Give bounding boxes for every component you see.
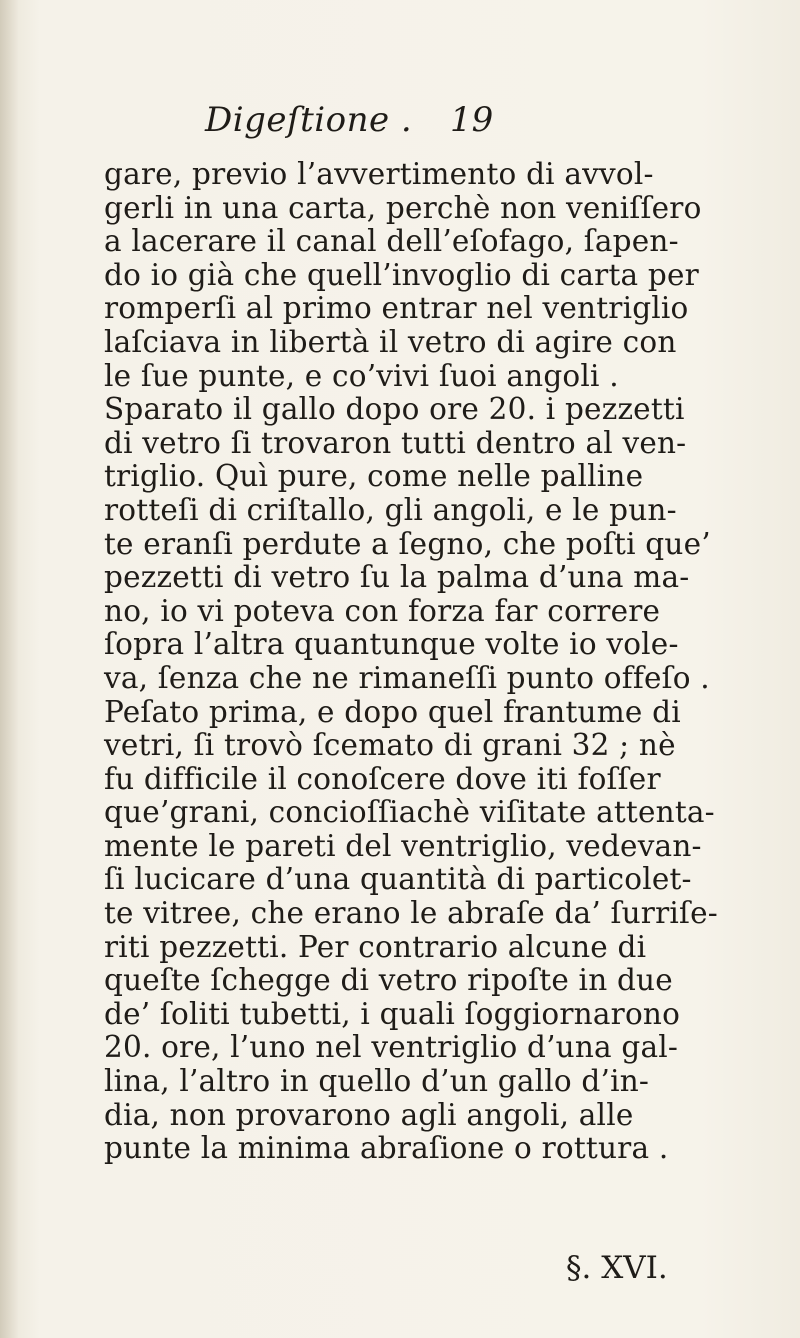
- text-line: di vetro ſi trovaron tutti dentro al ven-: [104, 425, 687, 460]
- text-line: punte la minima abraſione o rottura .: [104, 1131, 669, 1166]
- text-line: fu difficile il conoſcere dove iti foſſer: [104, 761, 661, 796]
- text-line: dia, non provarono agli angoli, alle: [104, 1097, 634, 1132]
- running-title: Digeſtione .: [205, 100, 413, 140]
- text-line: mente le pareti del ventriglio, vedevan-: [104, 828, 702, 863]
- text-line: ſopra l’altra quantunque volte io vole-: [104, 627, 679, 662]
- text-line: vetri, ſi trovò ſcemato di grani 32 ; nè: [104, 728, 676, 763]
- page-edge-shadow: [0, 0, 18, 1338]
- text-line: te eranſi perdute a ſegno, che poſti que’: [104, 526, 711, 561]
- text-line: a lacerare il canal dell’eſofago, ſapen-: [104, 224, 679, 259]
- text-line: do io già che quell’invoglio di carta per: [104, 257, 699, 292]
- next-section-heading: §. XVI.: [566, 1250, 668, 1286]
- text-line: lina, l’altro in quello d’un gallo d’in-: [104, 1064, 650, 1099]
- text-line: va, ſenza che ne rimaneſſi punto offeſo .: [104, 660, 710, 695]
- text-line: riti pezzetti. Per contrario alcune di: [104, 929, 647, 964]
- page-number: 19: [450, 100, 494, 140]
- text-line: no, io vi poteva con forza far correre: [104, 593, 661, 628]
- text-line: Sparato il gallo dopo ore 20. i pezzetti: [104, 392, 685, 427]
- text-line: triglio. Quì pure, come nelle palline: [104, 459, 644, 494]
- text-line: romperſi al primo entrar nel ventriglio: [104, 291, 689, 326]
- body-text: [104, 157, 718, 1166]
- text-line: rotteſi di criſtallo, gli angoli, e le pun-: [104, 492, 677, 527]
- text-line: laſciava in libertà il vetro di agire con: [104, 324, 677, 359]
- page-header: [205, 100, 655, 156]
- text-line: le ſue punte, e co’vivi ſuoi angoli .: [104, 358, 619, 393]
- text-line: pezzetti di vetro ſu la palma d’una ma-: [104, 560, 690, 595]
- text-line: queſte ſchegge di vetro ripoſte in due: [104, 963, 673, 998]
- text-line: que’grani, concioſſiachè viſitate attenta-: [104, 795, 715, 830]
- text-line: gerli in una carta, perchè non veniſſero: [104, 190, 702, 225]
- text-line: ſi lucicare d’una quantità di particolet-: [104, 862, 692, 897]
- text-line: te vitree, che erano le abraſe da’ ſurriſe-: [104, 896, 718, 931]
- text-line: de’ ſoliti tubetti, i quali ſoggiornarono: [104, 996, 681, 1031]
- text-line: gare, previo l’avvertimento di avvol-: [104, 157, 654, 191]
- text-line: 20. ore, l’uno nel ventriglio d’una gal-: [104, 1030, 679, 1065]
- text-line: Peſato prima, e dopo quel frantume di: [104, 694, 681, 729]
